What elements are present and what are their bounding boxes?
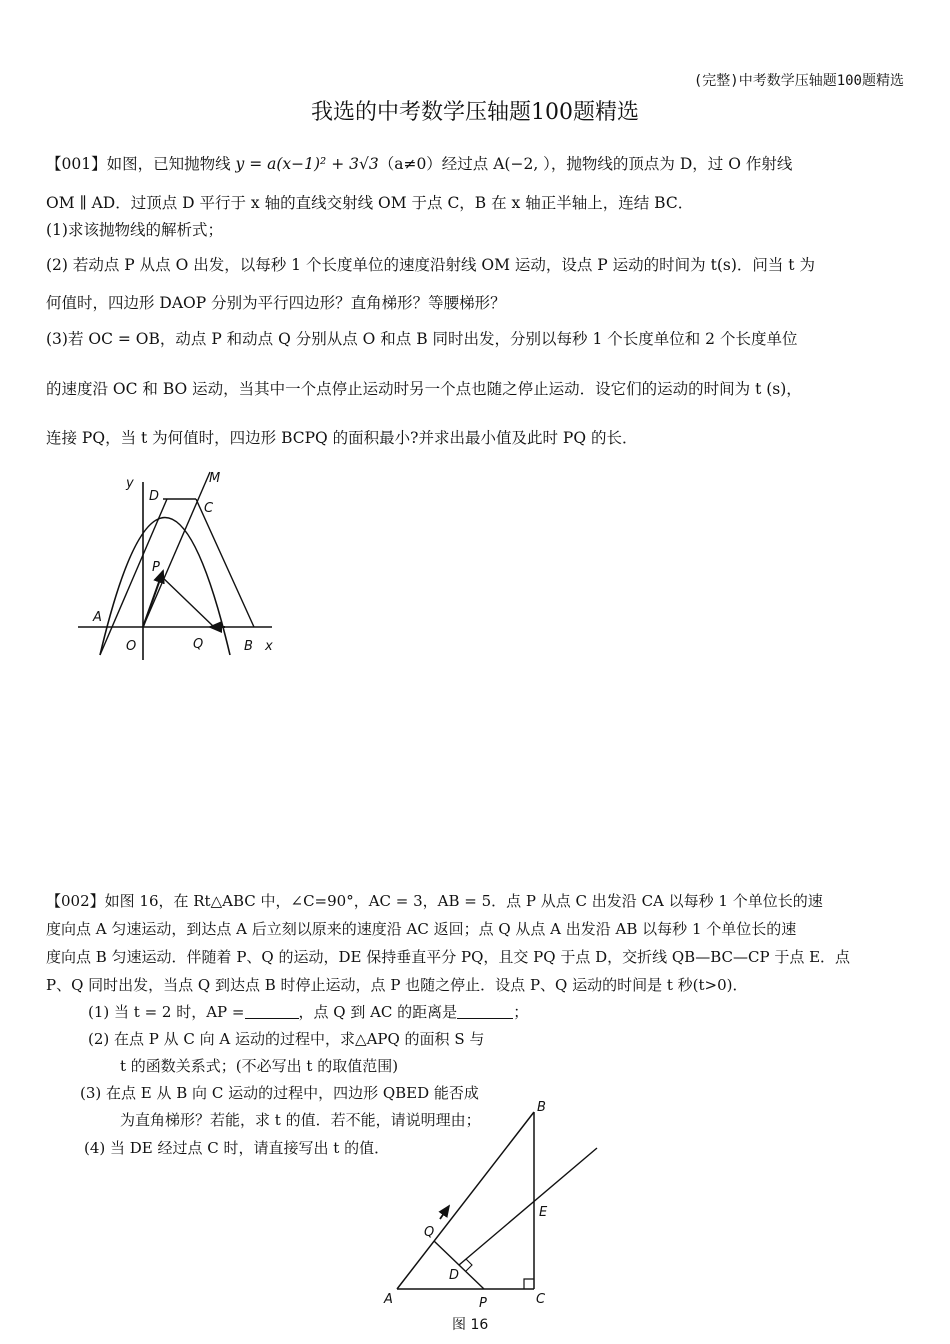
label-P: P xyxy=(152,560,160,575)
problem2-line4: P、Q 同时出发，当点 Q 到达点 B 时停止运动，点 P 也随之停止．设点 P、Q 运动的时间是 t 秒(t>0)． xyxy=(46,976,748,994)
fig16-label-C: C xyxy=(536,1292,546,1307)
label-y: y xyxy=(126,476,134,491)
problem2-line3: 度向点 B 匀速运动．伴随着 P、Q 的运动，DE 保持垂直平分 PQ，且交 PQ 于点 D，交折线 QB—BC—CP 于点 E．点 xyxy=(46,948,851,966)
fig16-label-Q: Q xyxy=(424,1225,435,1240)
line-PQ xyxy=(160,575,214,627)
problem2-q4: (4) 当 DE 经过点 C 时，请直接写出 t 的值． xyxy=(84,1139,390,1157)
problem1-part3-c: 连接 PQ，当 t 为何值时，四边形 BCPQ 的面积最小?并求出最小值及此时 PQ 的长． xyxy=(46,429,638,447)
answer-blank-ap[interactable] xyxy=(245,1004,299,1019)
problem2-q2-b: t 的函数关系式；(不必写出 t 的取值范围) xyxy=(120,1057,399,1075)
right-angle-D xyxy=(466,1259,472,1271)
arrow-OP xyxy=(143,571,163,627)
problem1-number: 【001】 xyxy=(46,155,107,173)
line-AD xyxy=(100,499,167,655)
problem2-line2: 度向点 A 匀速运动，到达点 A 后立刻以原来的速度沿 AC 返回；点 Q 从点 A 出发沿 AB 以每秒 1 个单位长的速 xyxy=(46,920,797,938)
fig16-label-A: A xyxy=(384,1292,393,1307)
problem2-q1 xyxy=(88,1001,528,1022)
side-AB xyxy=(397,1112,534,1289)
problem1-formula: y = a(x−1)² + 3√3 xyxy=(235,155,379,173)
running-title: (完整)中考数学压轴题100题精选 xyxy=(693,73,904,89)
line-BC xyxy=(196,499,254,627)
problem1-line1 xyxy=(46,152,792,174)
problem1-line2: OM ∥ AD．过顶点 D 平行于 x 轴的直线交射线 OM 于点 C，B 在 x 轴正半轴上，连结 BC． xyxy=(46,194,694,212)
label-D: D xyxy=(149,489,160,504)
problem1-line1-b: （a≠0）经过点 A(−2, ），抛物线的顶点为 D，过 O 作射线 xyxy=(378,155,793,173)
figure-caption: 图 16 xyxy=(452,1317,489,1333)
problem2-q1-b: ，点 Q 到 AC 的距离是 xyxy=(298,1003,458,1021)
label-Q: Q xyxy=(193,637,204,652)
label-O: O xyxy=(126,639,137,654)
fig16-label-P: P xyxy=(479,1296,487,1311)
page-title: 我选的中考数学压轴题100题精选 xyxy=(311,100,639,125)
label-C: C xyxy=(204,501,214,516)
line-DE xyxy=(459,1148,597,1265)
problem1-part2-a: (2) 若动点 P 从点 O 出发，以每秒 1 个长度单位的速度沿射线 OM 运动，设点 P 运动的时间为 t(s)．问当 t 为 xyxy=(46,256,815,274)
right-angle-C xyxy=(524,1279,534,1289)
label-M: M xyxy=(209,471,221,486)
parabola xyxy=(100,518,230,656)
arrow-Q xyxy=(440,1206,449,1219)
problem1-figure xyxy=(70,465,290,665)
problem1-line1-a: 如图，已知抛物线 xyxy=(106,155,236,173)
fig16-label-B: B xyxy=(537,1100,546,1115)
fig16-label-E: E xyxy=(539,1205,548,1220)
problem1-part2-b: 何值时，四边形 DAOP 分别为平行四边形？直角梯形？等腰梯形？ xyxy=(46,294,506,312)
problem2-q3-b: 为直角梯形？若能，求 t 的值．若不能，请说明理由； xyxy=(120,1111,481,1129)
problem1-part3-a: (3)若 OC = OB，动点 P 和动点 Q 分别从点 O 和点 B 同时出发，分别以每秒 1 个长度单位和 2 个长度单位 xyxy=(46,330,798,348)
problem2-line1 xyxy=(46,890,823,911)
problem2-number: 【002】 xyxy=(46,892,105,910)
problem2-figure xyxy=(380,1095,610,1315)
problem1-part3-b: 的速度沿 OC 和 BO 运动，当其中一个点停止运动时另一个点也随之停止运动．设它们的运动的时间为 t (s)， xyxy=(46,380,802,398)
label-B: B xyxy=(244,639,253,654)
label-A: A xyxy=(93,610,102,625)
problem2-q2-a: (2) 在点 P 从 C 向 A 运动的过程中，求△APQ 的面积 S 与 xyxy=(88,1030,485,1048)
problem2-q1-c: ； xyxy=(513,1003,529,1021)
problem2-q3-a: (3) 在点 E 从 B 向 C 运动的过程中，四边形 QBED 能否成 xyxy=(80,1084,479,1102)
problem2-q1-a: (1) 当 t = 2 时，AP = xyxy=(88,1003,245,1021)
label-x: x xyxy=(265,639,273,654)
problem1-part1: (1)求该抛物线的解析式； xyxy=(46,221,223,239)
fig16-label-D: D xyxy=(449,1268,460,1283)
answer-blank-distance[interactable] xyxy=(457,1004,513,1019)
problem2-line1-text: 如图 16，在 Rt△ABC 中，∠C=90°，AC = 3，AB = 5．点 P 从点 C 出发沿 CA 以每秒 1 个单位长的速 xyxy=(104,892,823,910)
